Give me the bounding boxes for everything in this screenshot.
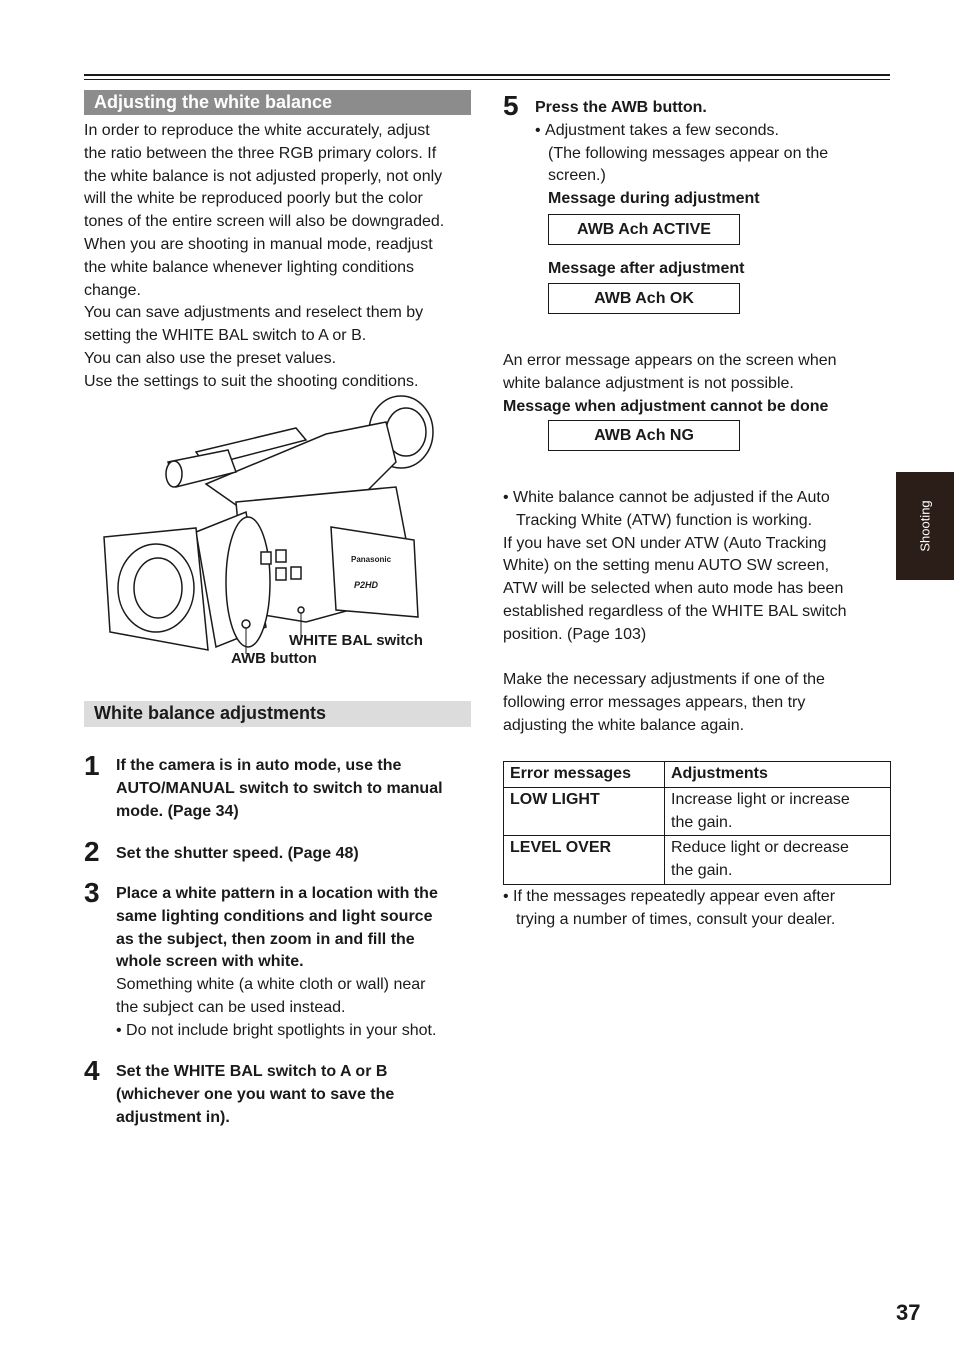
step-bullet-text: Adjustment takes a few seconds. — [545, 121, 779, 139]
atw-bullet-text: Tracking White (ATW) function is working. — [516, 511, 813, 529]
section-title-adjusting: Adjusting the white balance — [84, 90, 471, 115]
table-header: Adjustments — [665, 762, 891, 788]
table-header-row — [504, 762, 891, 788]
atw-line: If you have set ON under ATW (Auto Tracking — [503, 534, 827, 552]
step-note: screen.) — [548, 167, 606, 185]
message-box-ng: AWB Ach NG — [548, 420, 740, 451]
step-number: 3 — [84, 877, 100, 908]
step-bullet: • Adjustment takes a few seconds. — [535, 121, 779, 139]
message-box-active: AWB Ach ACTIVE — [548, 214, 740, 245]
step-note: (The following messages appear on the — [548, 144, 829, 162]
step-text: If the camera is in auto mode, use the — [116, 757, 402, 774]
step-text: same lighting conditions and light source — [116, 907, 433, 925]
step-number: 1 — [84, 750, 100, 781]
intro-line: the white balance whenever lighting conditions — [84, 258, 414, 276]
awb-button-label: AWB button — [231, 650, 317, 667]
necessary-line: following error messages appears, then try — [503, 693, 806, 711]
intro-line: You can save adjustments and reselect them by — [84, 304, 424, 322]
top-rule-thin — [84, 79, 890, 80]
step-bullet: • Do not include bright spotlights in your shot. — [116, 1021, 437, 1039]
message-after-label: Message after adjustment — [548, 260, 745, 277]
atw-line: ATW will be selected when auto mode has been — [503, 580, 844, 598]
intro-line: You can also use the preset values. — [84, 349, 337, 367]
step-text: whole screen with white. — [116, 953, 304, 971]
adj-line: Increase light or increase — [671, 790, 850, 808]
atw-bullet: • White balance cannot be adjusted if the Auto — [503, 489, 830, 506]
step-note: Something white (a white cloth or wall) near — [116, 976, 426, 994]
intro-line: the white balance is not adjusted properly, not only — [84, 167, 443, 185]
step-number: 4 — [84, 1055, 100, 1086]
table-header: Error messages — [504, 762, 665, 788]
page-number: 37 — [896, 1300, 921, 1325]
intro-line: tones of the entire screen will also be downgraded. — [84, 213, 445, 231]
final-note — [503, 886, 891, 932]
necessary-line: Make the necessary adjustments if one of the — [503, 671, 825, 688]
atw-bullet-text: White balance cannot be adjusted if the Auto — [513, 489, 830, 506]
error-line: An error message appears on the screen when — [503, 352, 837, 369]
intro-line: change. — [84, 281, 141, 299]
logo-text: P2HD — [354, 580, 379, 590]
step-number: 5 — [503, 90, 519, 121]
intro-line: the ratio between the three RGB primary colors. If — [84, 144, 437, 162]
error-text — [503, 350, 891, 418]
cannot-label: Message when adjustment cannot be done — [503, 397, 829, 415]
atw-text — [503, 487, 891, 647]
intro-line: When you are shooting in manual mode, readjust — [84, 235, 433, 253]
section-title-wb-adjustments: White balance adjustments — [84, 701, 471, 727]
step-text: adjustment in). — [116, 1108, 230, 1126]
top-rule — [84, 74, 890, 76]
atw-line: position. (Page 103) — [503, 625, 647, 643]
necessary-text — [503, 669, 891, 737]
white-bal-switch-label: WHITE BAL switch — [289, 632, 423, 649]
adj-line: Reduce light or decrease — [671, 839, 849, 857]
error-line: white balance adjustment is not possible. — [503, 374, 794, 392]
step-text: Set the shutter speed. (Page 48) — [116, 845, 359, 862]
side-tab-label: Shooting — [917, 500, 933, 552]
side-tab-shooting — [896, 472, 954, 580]
atw-line: established regardless of the WHITE BAL switch — [503, 602, 847, 620]
step-number: 2 — [84, 836, 100, 867]
step-text: (whichever one you want to save the — [116, 1085, 395, 1103]
table-cell-msg: LOW LIGHT — [504, 787, 665, 836]
table-cell-msg: LEVEL OVER — [504, 836, 665, 885]
intro-line: setting the WHITE BAL switch to A or B. — [84, 327, 367, 345]
intro-text — [84, 120, 472, 394]
brand-text: Panasonic — [351, 555, 392, 564]
final-bullet-text: trying a number of times, consult your dealer. — [516, 910, 836, 928]
intro-line: Use the settings to suit the shooting conditions. — [84, 372, 419, 390]
message-box-ok: AWB Ach OK — [548, 283, 740, 314]
table-cell-adj — [665, 787, 891, 836]
step-text: Place a white pattern in a location with the — [116, 885, 438, 902]
step-text: AUTO/MANUAL switch to switch to manual — [116, 779, 443, 797]
step-text: Press the AWB button. — [535, 99, 707, 116]
step-text: Set the WHITE BAL switch to A or B — [116, 1063, 388, 1080]
table-row — [504, 836, 891, 885]
step-note: the subject can be used instead. — [116, 998, 346, 1016]
step-text: as the subject, then zoom in and fill the — [116, 930, 415, 948]
final-bullet-text: If the messages repeatedly appear even after — [513, 888, 836, 905]
step-bullet-text: Do not include bright spotlights in your shot. — [126, 1021, 437, 1039]
intro-line: will the white be reproduced poorly but the color — [84, 190, 423, 208]
final-bullet: • If the messages repeatedly appear even after — [503, 888, 836, 905]
table-cell-adj — [665, 836, 891, 885]
step-text: mode. (Page 34) — [116, 802, 239, 820]
adj-line: the gain. — [671, 862, 733, 880]
table-row — [504, 787, 891, 836]
adj-line: the gain. — [671, 813, 733, 831]
necessary-line: adjusting the white balance again. — [503, 716, 745, 734]
camera-illustration — [96, 392, 446, 662]
atw-line: White) on the setting menu AUTO SW screen, — [503, 557, 830, 575]
error-table — [503, 761, 891, 885]
intro-line: In order to reproduce the white accurately, adjust — [84, 122, 430, 139]
message-during-label: Message during adjustment — [548, 190, 760, 208]
